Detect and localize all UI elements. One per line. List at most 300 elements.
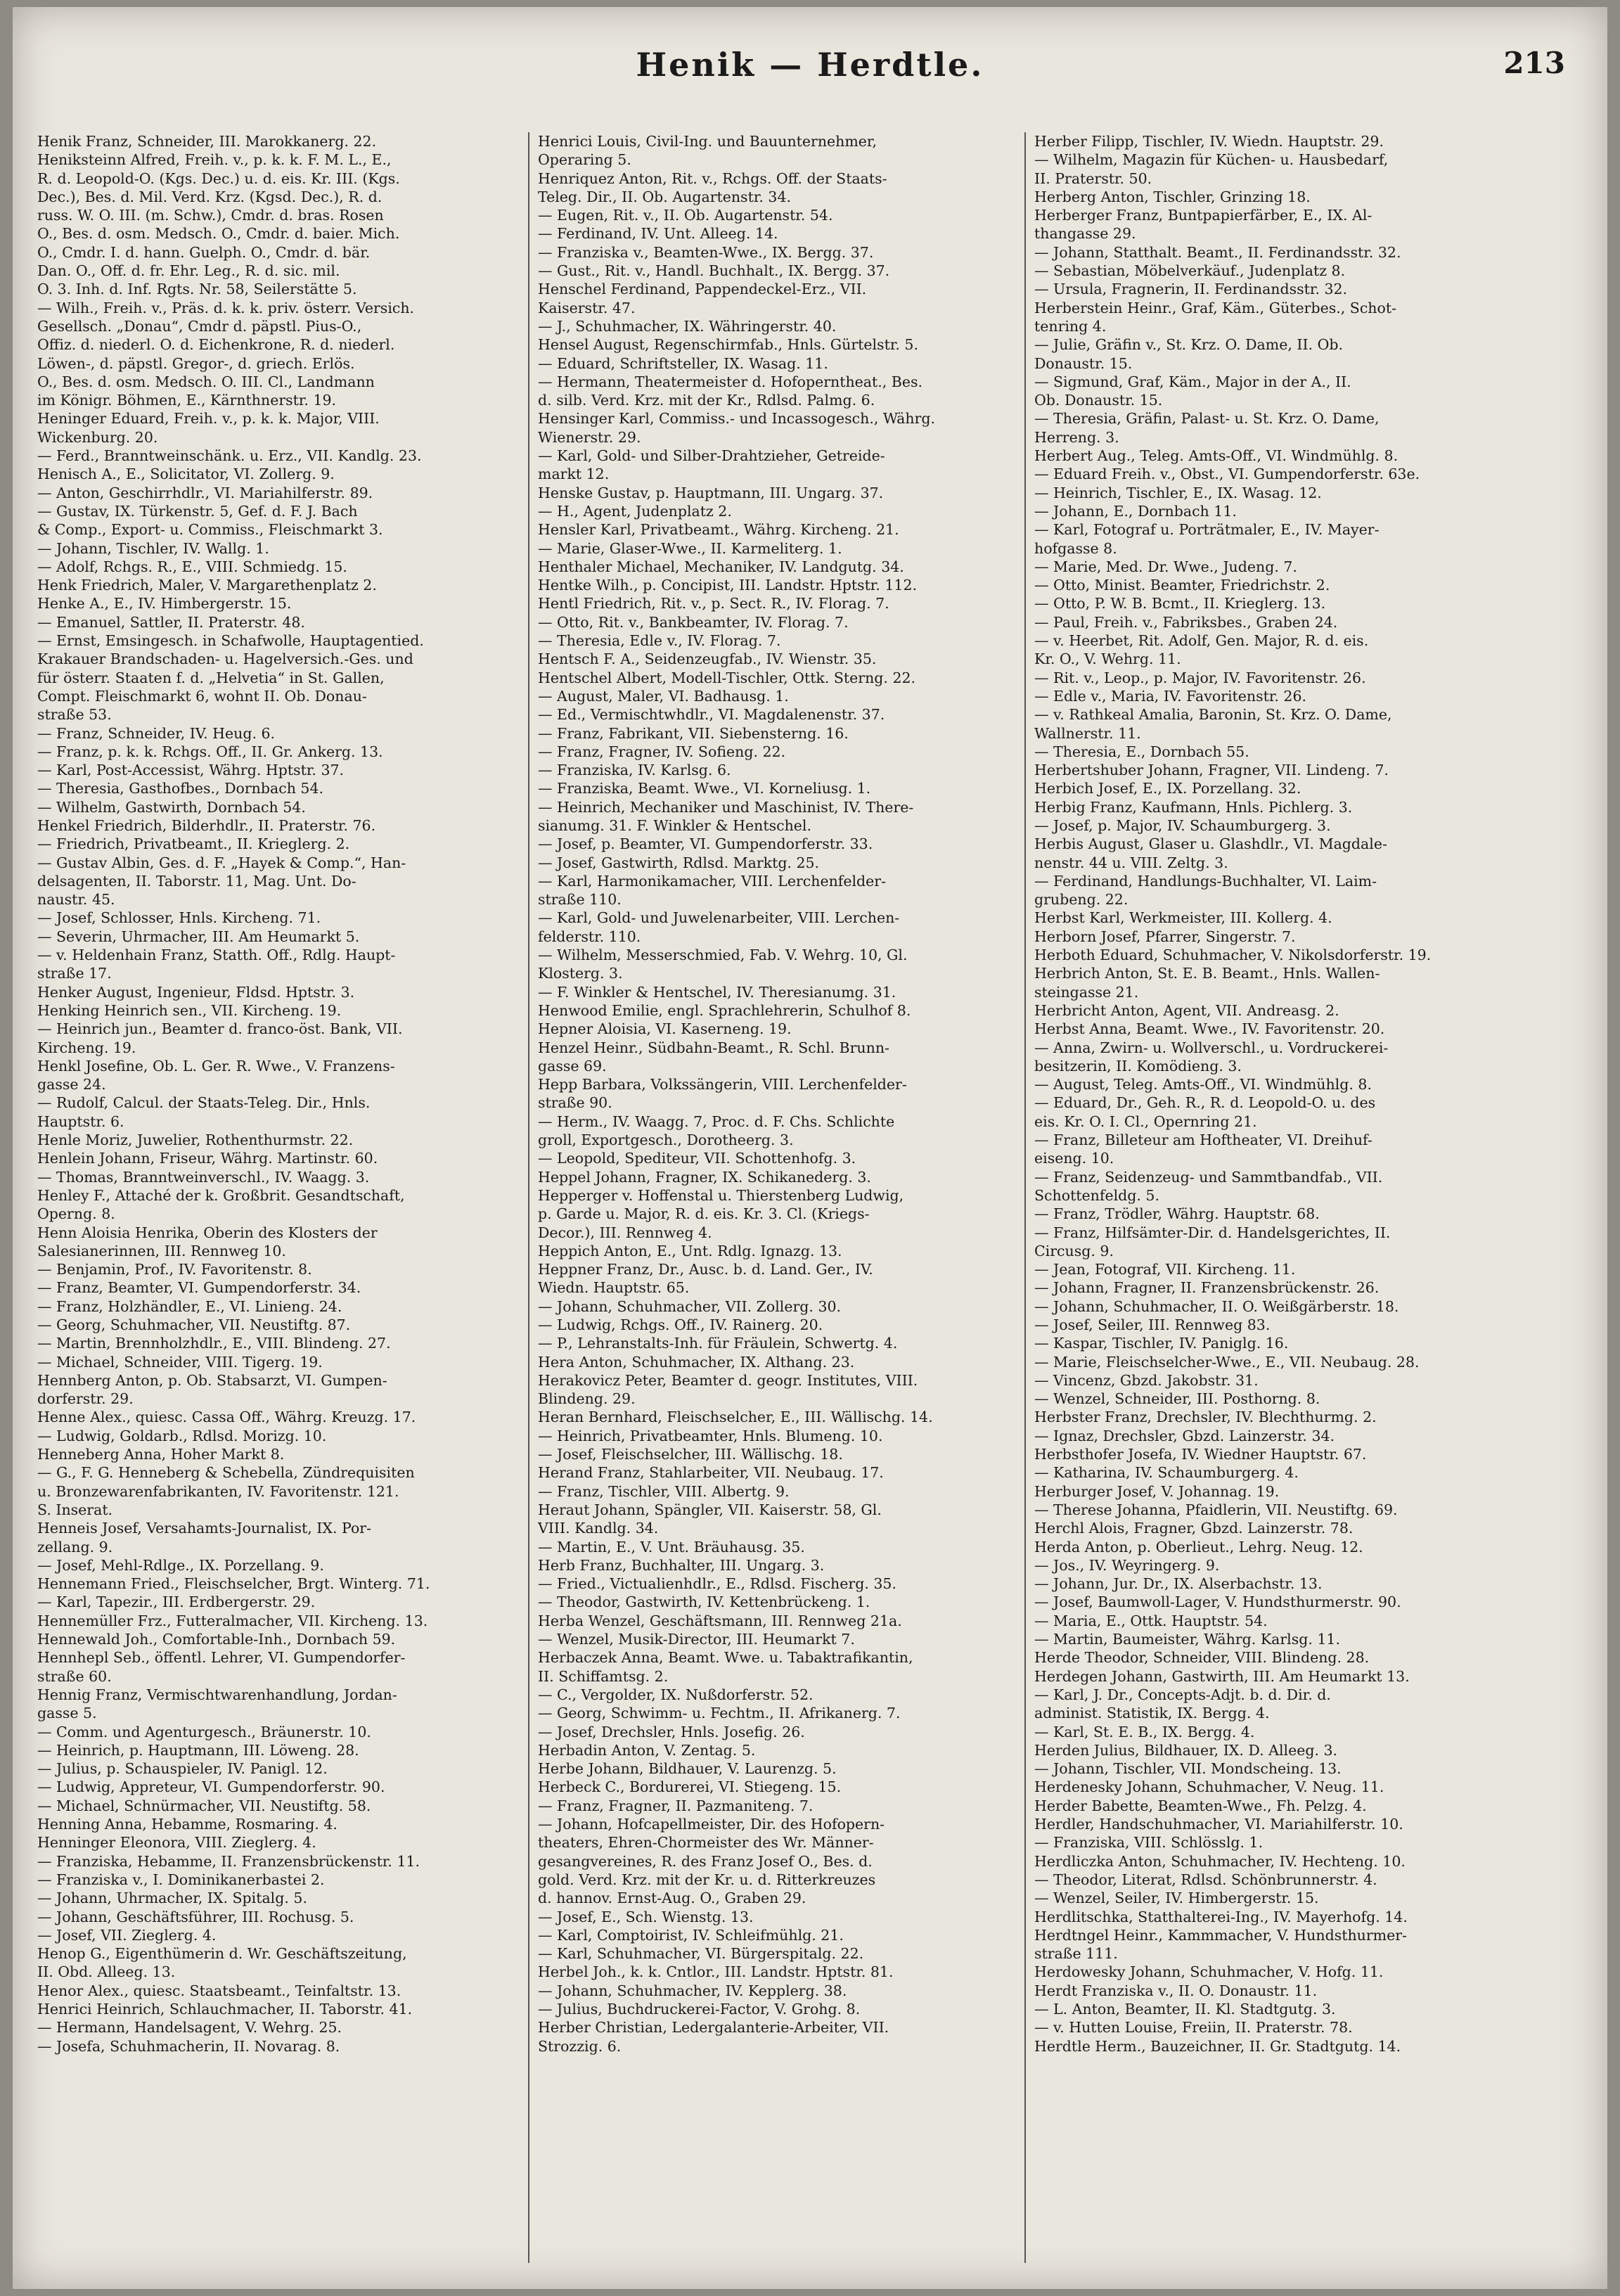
directory-entry: — Theodor, Literat, Rdlsd. Schönbrunnerstr. 4. (1034, 1871, 1377, 1888)
directory-entry: — Johann, Hofcapellmeister, Dir. des Hofopern- (538, 1816, 885, 1833)
directory-entry: — Josef, VII. Zieglerg. 4. (37, 1926, 217, 1944)
directory-entry: — Karl, Gold- und Juwelenarbeiter, VIII. Lerchen- (538, 909, 900, 927)
directory-entry: Herbert Aug., Teleg. Amts-Off., VI. Windmühlg. 8. (1034, 447, 1399, 465)
directory-entry: Kr. O., V. Wehrg. 11. (1034, 650, 1181, 668)
directory-entry: — Eduard, Schriftsteller, IX. Wasag. 11. (538, 354, 828, 372)
directory-entry: Hentsch F. A., Seidenzeugfab., IV. Wienstr. 35. (538, 650, 877, 668)
directory-entry: Operng. 8. (37, 1205, 115, 1223)
directory-entry: im Königr. Böhmen, E., Kärnthnerstr. 19. (37, 392, 337, 409)
directory-entry: Henle Moriz, Juwelier, Rothenthurmstr. 22. (37, 1131, 354, 1149)
directory-entry: Heninger Eduard, Freih. v., p. k. k. Major, VIII. (37, 410, 380, 428)
directory-entry: Henor Alex., quiesc. Staatsbeamt., Teinfaltstr. 13. (37, 1982, 401, 1999)
directory-entry: Schottenfeldg. 5. (1034, 1186, 1159, 1204)
directory-entry: — Franz, Billeteur am Hoftheater, VI. Dreihuf- (1034, 1131, 1372, 1149)
directory-entry: Herden Julius, Bildhauer, IX. D. Alleeg. 3. (1034, 1741, 1338, 1759)
directory-entry: — Franz, Holzhändler, E., VI. Linieng. 24. (37, 1297, 342, 1315)
directory-entry: — Theresia, Gasthofbes., Dornbach 54. (37, 780, 324, 797)
directory-entry: Henne Alex., quiesc. Cassa Off., Währg. Kreuzg. 17. (37, 1409, 416, 1426)
directory-entry: straße 111. (1034, 1945, 1118, 1963)
directory-entry: straße 90. (538, 1094, 612, 1112)
directory-entry: Herberstein Heinr., Graf, Käm., Güterbes., Schot- (1034, 299, 1397, 316)
directory-entry: Kircheng. 19. (37, 1039, 136, 1056)
directory-entry: — Sebastian, Möbelverkäuf., Judenplatz 8. (1034, 262, 1346, 280)
directory-entry: — Comm. und Agenturgesch., Bräunerstr. 10. (37, 1723, 371, 1740)
directory-entry: hofgasse 8. (1034, 539, 1117, 557)
directory-entry: dorferstr. 29. (37, 1390, 134, 1408)
directory-entry: Herreng. 3. (1034, 428, 1119, 446)
directory-entry: Herba Wenzel, Geschäftsmann, III. Rennweg 21a. (538, 1612, 902, 1629)
directory-entry: — Theodor, Gastwirth, IV. Kettenbrückeng. 1. (538, 1593, 870, 1611)
directory-entry: Hensinger Karl, Commiss.- und Incassogesch., Währg. (538, 410, 936, 428)
directory-entry: Donaustr. 15. (1034, 354, 1133, 372)
directory-entry: Hentschel Albert, Modell-Tischler, Ottk. Sterng. 22. (538, 669, 916, 686)
directory-entry: — Otto, Minist. Beamter, Friedrichstr. 2. (1034, 577, 1330, 594)
directory-entry: — Josef, p. Beamter, VI. Gumpendorferstr. 33. (538, 835, 873, 853)
directory-entry: — Ludwig, Goldarb., Rdlsd. Morizg. 10. (37, 1427, 327, 1444)
directory-entry: Herbster Franz, Drechsler, IV. Blechthurmg. 2. (1034, 1409, 1377, 1426)
directory-entry: Hauptstr. 6. (37, 1112, 124, 1130)
directory-entry: Herbeck C., Bordurerei, VI. Stiegeng. 15. (538, 1778, 842, 1796)
directory-entry: theaters, Ehren-Chormeister des Wr. Männer- (538, 1834, 874, 1852)
directory-entry: — Rit. v., Leop., p. Major, IV. Favoritenstr. 26. (1034, 669, 1366, 686)
directory-entry: Herbel Joh., k. k. Cntlor., III. Landstr. Hptstr. 81. (538, 1963, 894, 1981)
directory-entry: — Maria, E., Ottk. Hauptstr. 54. (1034, 1612, 1268, 1629)
directory-entry: Kaiserstr. 47. (538, 299, 636, 316)
directory-entry: Krakauer Brandschaden- u. Hagelversich.-Ges. und (37, 650, 413, 668)
running-title: Henik — Herdtle. (636, 46, 984, 84)
directory-entry: Hennemüller Frz., Futteralmacher, VII. Kircheng. 13. (37, 1612, 428, 1629)
directory-entry: — Hermann, Handelsagent, V. Wehrg. 25. (37, 2019, 342, 2037)
column-divider (1024, 132, 1026, 2263)
directory-entry: — Heinrich, Mechaniker und Maschinist, IV. There- (538, 798, 914, 816)
directory-entry: Heran Bernhard, Fleischselcher, E., III. Wällischg. 14. (538, 1409, 933, 1426)
directory-entry: Henning Anna, Hebamme, Rosmaring. 4. (37, 1816, 338, 1833)
directory-entry: Hera Anton, Schuhmacher, IX. Althang. 23. (538, 1353, 855, 1371)
directory-entry: — Ferdinand, Handlungs-Buchhalter, VI. Laim- (1034, 872, 1377, 890)
directory-entry: Herburger Josef, V. Johannag. 19. (1034, 1482, 1280, 1500)
directory-entry: besitzerin, II. Komödieng. 3. (1034, 1057, 1242, 1075)
directory-entry: Heppich Anton, E., Unt. Rdlg. Ignazg. 13. (538, 1242, 842, 1259)
directory-entry: — Johann, Schuhmacher, VII. Zollerg. 30. (538, 1297, 842, 1315)
directory-entry: Herboth Eduard, Schuhmacher, V. Nikolsdorferstr. 19. (1034, 947, 1432, 964)
directory-entry: — v. Hutten Louise, Freiin, II. Praterstr. 78. (1034, 2019, 1353, 2037)
directory-entry: straße 17. (37, 965, 112, 982)
directory-entry: Dec.), Bes. d. Mil. Verd. Krz. (Kgsd. Dec.), R. d. (37, 188, 382, 205)
directory-entry: p. Garde u. Major, R. d. eis. Kr. 3. Cl. (Kriegs- (538, 1205, 870, 1223)
directory-entry: — Katharina, IV. Schaumburgerg. 4. (1034, 1464, 1299, 1482)
directory-entry: — Martin, Brennholzhdlr., E., VIII. Blindeng. 27. (37, 1335, 391, 1352)
directory-entry: — Michael, Schneider, VIII. Tigerg. 19. (37, 1353, 323, 1371)
directory-entry: — Heinrich jun., Beamter d. franco-öst. Bank, VII. (37, 1020, 403, 1038)
directory-entry: — Martin, Baumeister, Währg. Karlsg. 11. (1034, 1631, 1340, 1648)
directory-entry: — Wenzel, Seiler, IV. Himbergerstr. 15. (1034, 1890, 1319, 1907)
directory-entry: — Michael, Schnürmacher, VII. Neustiftg. 58. (37, 1797, 371, 1814)
directory-entry: — Emanuel, Sattler, II. Praterstr. 48. (37, 613, 305, 631)
directory-entry: — Karl, Tapezir., III. Erdbergerstr. 29. (37, 1593, 316, 1611)
directory-entry: Hensler Karl, Privatbeamt., Währg. Kircheng. 21. (538, 521, 899, 539)
directory-entry: — Theresia, Edle v., IV. Florag. 7. (538, 632, 781, 650)
directory-entry: Hennhepl Seb., öffentl. Lehrer, VI. Gumpendorfer- (37, 1649, 406, 1667)
directory-entry: russ. W. O. III. (m. Schw.), Cmdr. d. bras. Rosen (37, 207, 384, 224)
directory-entry: O., Bes. d. osm. Medsch. O. III. Cl., Landmann (37, 373, 375, 390)
directory-entry: — Adolf, Rchgs. R., E., VIII. Schmiedg. 15. (37, 558, 347, 575)
directory-entry: Henske Gustav, p. Hauptmann, III. Ungarg. 37. (538, 484, 884, 501)
directory-entry: — Franziska, VIII. Schlösslg. 1. (1034, 1834, 1264, 1852)
directory-entry: Herbig Franz, Kaufmann, Hnls. Pichlerg. 3. (1034, 798, 1353, 816)
directory-entry: Henwood Emilie, engl. Sprachlehrerin, Schulhof 8. (538, 1001, 911, 1019)
directory-entry: — Josef, Drechsler, Hnls. Josefig. 26. (538, 1723, 805, 1740)
directory-entry: — G., F. G. Henneberg & Schebella, Zündrequisiten (37, 1464, 415, 1482)
directory-entry: — Johann, Schuhmacher, IV. Kepplerg. 38. (538, 1982, 847, 1999)
directory-entry: Henop G., Eigenthümerin d. Wr. Geschäftszeitung, (37, 1945, 407, 1963)
directory-entry: Henley F., Attaché der k. Großbrit. Gesandtschaft, (37, 1186, 405, 1204)
directory-entry: — Vincenz, Gbzd. Jakobstr. 31. (1034, 1371, 1259, 1389)
directory-entry: Herbe Johann, Bildhauer, V. Laurenzg. 5. (538, 1760, 837, 1778)
directory-entry: VIII. Kandlg. 34. (538, 1520, 659, 1537)
directory-entry: Herdlitschka, Statthalterei-Ing., IV. Mayerhofg. 14. (1034, 1908, 1408, 1925)
directory-entry: Herdler, Handschuhmacher, VI. Mariahilferstr. 10. (1034, 1816, 1403, 1833)
directory-entry: — Franziska v., Beamten-Wwe., IX. Bergg. 37. (538, 243, 874, 261)
directory-entry: — August, Maler, VI. Badhausg. 1. (538, 687, 789, 705)
directory-entry: — Wilh., Freih. v., Präs. d. k. k. priv. österr. Versich. (37, 299, 415, 316)
directory-entry: Henneis Josef, Versahamts-Journalist, IX. Por- (37, 1520, 372, 1537)
directory-entry: Henschel Ferdinand, Pappendeckel-Erz., VII. (538, 281, 867, 298)
directory-entry: — Benjamin, Prof., IV. Favoritenstr. 8. (37, 1261, 312, 1278)
directory-entry: Herbst Karl, Werkmeister, III. Kollerg. 4. (1034, 909, 1332, 927)
directory-entry: gesangvereines, R. des Franz Josef O., Bes. d. (538, 1852, 873, 1870)
directory-entry: — Jean, Fotograf, VII. Kircheng. 11. (1034, 1261, 1296, 1278)
directory-entry: tenring 4. (1034, 317, 1107, 335)
directory-entry: — Johann, Schuhmacher, II. O. Weißgärberstr. 18. (1034, 1297, 1399, 1315)
directory-entry: — v. Heldenhain Franz, Statth. Off., Rdlg. Haupt- (37, 947, 396, 964)
directory-page (13, 7, 1607, 2289)
directory-entry: — Franz, Tischler, VIII. Albertg. 9. (538, 1482, 790, 1500)
directory-entry: Henking Heinrich sen., VII. Kircheng. 19. (37, 1001, 342, 1019)
directory-entry: — Severin, Uhrmacher, III. Am Heumarkt 5. (37, 928, 360, 945)
directory-entry: administ. Statistik, IX. Bergg. 4. (1034, 1705, 1270, 1722)
directory-entry: — Wilhelm, Magazin für Küchen- u. Hausbedarf, (1034, 151, 1389, 169)
directory-entry: Herdtngel Heinr., Kammmacher, V. Hundsthurmer- (1034, 1926, 1407, 1944)
directory-entry: — Georg, Schwimm- u. Fechtm., II. Afrikanerg. 7. (538, 1705, 901, 1722)
directory-entry: gasse 24. (37, 1076, 106, 1094)
directory-entry: Herber Christian, Ledergalanterie-Arbeiter, VII. (538, 2019, 889, 2037)
directory-entry: — Franz, Trödler, Währg. Hauptstr. 68. (1034, 1205, 1320, 1223)
directory-entry: Hepperger v. Hoffenstal u. Thierstenberg Ludwig, (538, 1186, 904, 1204)
directory-entry: Hentl Friedrich, Rit. v., p. Sect. R., IV. Florag. 7. (538, 595, 889, 613)
directory-entry: u. Bronzewarenfabrikanten, IV. Favoritenstr. 121. (37, 1482, 399, 1500)
directory-entry: Herbadin Anton, V. Zentag. 5. (538, 1741, 756, 1759)
directory-entry: II. Praterstr. 50. (1034, 169, 1152, 187)
directory-entry: Herder Babette, Beamten-Wwe., Fh. Pelzg. 4. (1034, 1797, 1367, 1814)
directory-entry: — J., Schuhmacher, IX. Währingerstr. 40. (538, 317, 837, 335)
directory-entry: O. 3. Inh. d. Inf. Rgts. Nr. 58, Seilerstätte 5. (37, 281, 357, 298)
directory-entry: — Theresia, E., Dornbach 55. (1034, 743, 1249, 760)
directory-entry: Herchl Alois, Fragner, Gbzd. Lainzerstr. 78. (1034, 1520, 1354, 1537)
directory-entry: — Josef, Baumwoll-Lager, V. Hundsthurmerstr. 90. (1034, 1593, 1401, 1611)
directory-entry: Henkl Josefine, Ob. L. Ger. R. Wwe., V. Franzens- (37, 1057, 395, 1075)
column-divider (528, 132, 529, 2263)
directory-entry: — Jos., IV. Weyringerg. 9. (1034, 1556, 1220, 1574)
directory-entry: — Johann, Jur. Dr., IX. Alserbachstr. 13. (1034, 1575, 1323, 1593)
directory-entry: Herbsthofer Josefa, IV. Wiedner Hauptstr. 67. (1034, 1446, 1367, 1463)
directory-entry: Henker August, Ingenieur, Fldsd. Hptstr. 3. (37, 983, 355, 1001)
directory-entry: Henn Aloisia Henrika, Oberin des Klosters der (37, 1224, 378, 1241)
directory-entry: — Theresia, Gräfin, Palast- u. St. Krz. O. Dame, (1034, 410, 1380, 428)
directory-entry: — v. Rathkeal Amalia, Baronin, St. Krz. O. Dame, (1034, 706, 1392, 724)
directory-entry: — P., Lehranstalts-Inh. für Fräulein, Schwertg. 4. (538, 1335, 898, 1352)
directory-entry: — Karl, Harmonikamacher, VIII. Lerchenfelder- (538, 872, 887, 890)
directory-entry: R. d. Leopold-O. (Kgs. Dec.) u. d. eis. Kr. III. (Kgs. (37, 169, 400, 187)
directory-entry: felderstr. 110. (538, 928, 641, 945)
directory-entry: Gesellsch. „Donau“, Cmdr d. päpstl. Pius-O., (37, 317, 362, 335)
directory-entry: straße 60. (37, 1667, 112, 1685)
directory-entry: — Hermann, Theatermeister d. Hofoperntheat., Bes. (538, 373, 923, 390)
directory-entry: — Otto, Rit. v., Bankbeamter, IV. Florag. 7. (538, 613, 849, 631)
directory-entry: Herdegen Johann, Gastwirth, III. Am Heumarkt 13. (1034, 1667, 1410, 1685)
directory-entry: Circusg. 9. (1034, 1242, 1114, 1259)
directory-entry: Herdt Franziska v., II. O. Donaustr. 11. (1034, 1982, 1318, 1999)
directory-entry: Dan. O., Off. d. fr. Ehr. Leg., R. d. sic. mil. (37, 262, 340, 280)
directory-entry: — Josef, Seiler, III. Rennweg 83. (1034, 1316, 1271, 1333)
directory-entry: Compt. Fleischmarkt 6, wohnt II. Ob. Donau- (37, 687, 367, 705)
directory-entry: markt 12. (538, 466, 610, 483)
directory-entry: d. hannov. Ernst-Aug. O., Graben 29. (538, 1890, 806, 1907)
directory-entry: Henisch A., E., Solicitator, VI. Zollerg. 9. (37, 466, 335, 483)
directory-entry: — v. Heerbet, Rit. Adolf, Gen. Major, R. d. eis. (1034, 632, 1369, 650)
directory-entry: d. silb. Verd. Krz. mit der Kr., Rdlsd. Palmg. 6. (538, 392, 875, 409)
directory-entry: — Therese Johanna, Pfaidlerin, VII. Neustiftg. 69. (1034, 1501, 1398, 1518)
directory-entry: für österr. Staaten f. d. „Helvetia“ in St. Gallen, (37, 669, 385, 686)
directory-entry: — Karl, Post-Accessist, Währg. Hptstr. 37. (37, 762, 345, 779)
directory-entry: naustr. 45. (37, 891, 115, 909)
directory-entry: eis. Kr. O. I. Cl., Opernring 21. (1034, 1112, 1257, 1130)
directory-entry: Hennig Franz, Vermischtwarenhandlung, Jordan- (37, 1686, 397, 1703)
directory-entry: — Julius, Buchdruckerei-Factor, V. Grohg. 8. (538, 2000, 861, 2018)
directory-entry: delsagenten, II. Taborstr. 11, Mag. Unt. Do- (37, 872, 356, 890)
directory-entry: — Paul, Freih. v., Fabriksbes., Graben 24. (1034, 613, 1338, 631)
directory-entry: — Josef, Schlosser, Hnls. Kircheng. 71. (37, 909, 321, 927)
directory-entry: — Ignaz, Drechsler, Gbzd. Lainzerstr. 34. (1034, 1427, 1335, 1444)
directory-entry: — Ferd., Branntweinschänk. u. Erz., VII. Kandlg. 23. (37, 447, 422, 465)
directory-entry: — Johann, Tischler, IV. Wallg. 1. (37, 539, 269, 557)
directory-entry: Heniksteinn Alfred, Freih. v., p. k. k. F. M. L., E., (37, 151, 392, 169)
directory-entry: — Josefa, Schuhmacherin, II. Novarag. 8. (37, 2037, 340, 2055)
directory-entry: — Gustav Albin, Ges. d. F. „Hayek & Comp.“, Han- (37, 854, 406, 871)
directory-entry: — Karl, Schuhmacher, VI. Bürgerspitalg. 22. (538, 1945, 864, 1963)
column-3 (1034, 132, 1590, 2263)
directory-entry: Henzel Heinr., Südbahn-Beamt., R. Schl. Brunn- (538, 1039, 889, 1056)
directory-entry: Herbis August, Glaser u. Glashdlr., VI. Magdale- (1034, 835, 1387, 853)
directory-entry: — Marie, Med. Dr. Wwe., Judeng. 7. (1034, 558, 1297, 575)
directory-entry: O., Cmdr. I. d. hann. Guelph. O., Cmdr. d. bär. (37, 243, 371, 261)
directory-entry: — Johann, Tischler, VII. Mondscheing. 13. (1034, 1760, 1342, 1778)
directory-entry: — Johann, E., Dornbach 11. (1034, 502, 1237, 520)
directory-entry: — Rudolf, Calcul. der Staats-Teleg. Dir., Hnls. (37, 1094, 371, 1112)
directory-entry: — Ludwig, Appreteur, VI. Gumpendorferstr. 90. (37, 1778, 385, 1796)
directory-entry: Henik Franz, Schneider, III. Marokkanerg. 22. (37, 133, 377, 150)
directory-entry: — Franz, Fabrikant, VII. Siebensterng. 16. (538, 724, 849, 742)
directory-entry: — Wenzel, Musik-Director, III. Heumarkt 7. (538, 1631, 855, 1648)
directory-entry: Salesianerinnen, III. Rennweg 10. (37, 1242, 286, 1259)
directory-entry: Hentke Wilh., p. Concipist, III. Landstr. Hptstr. 112. (538, 577, 918, 594)
directory-entry: Herbaczek Anna, Beamt. Wwe. u. Tabaktrafikantin, (538, 1649, 913, 1667)
directory-entry: Herbrich Anton, St. E. B. Beamt., Hnls. Wallen- (1034, 965, 1380, 982)
directory-entry: Hennewald Joh., Comfortable-Inh., Dornbach 59. (37, 1631, 396, 1648)
directory-entry: Herbertshuber Johann, Fragner, VII. Lindeng. 7. (1034, 762, 1389, 779)
directory-entry: Hennberg Anton, p. Ob. Stabsarzt, VI. Gumpen- (37, 1371, 387, 1389)
directory-entry: Herdenesky Johann, Schuhmacher, V. Neug. 11. (1034, 1778, 1384, 1796)
directory-entry: — Karl, St. E. B., IX. Bergg. 4. (1034, 1723, 1255, 1740)
directory-entry: & Comp., Export- u. Commiss., Fleischmarkt 3. (37, 521, 383, 539)
directory-entry: — Herm., IV. Waagg. 7, Proc. d. F. Chs. Schlichte (538, 1112, 895, 1130)
directory-entry: Hepp Barbara, Volkssängerin, VIII. Lerchenfelder- (538, 1076, 907, 1094)
directory-entry: — Josef, E., Sch. Wienstg. 13. (538, 1908, 754, 1925)
directory-entry: Herda Anton, p. Oberlieut., Lehrg. Neug. 12. (1034, 1538, 1363, 1556)
directory-entry: S. Inserat. (37, 1501, 113, 1518)
directory-entry: — Johann, Fragner, II. Franzensbrückenstr. 26. (1034, 1279, 1380, 1297)
directory-entry: — Edle v., Maria, IV. Favoritenstr. 26. (1034, 687, 1307, 705)
directory-entry: Herberg Anton, Tischler, Grinzing 18. (1034, 188, 1311, 205)
directory-entry: — Karl, Comptoirist, IV. Schleifmühlg. 21. (538, 1926, 844, 1944)
directory-entry: Henrici Heinrich, Schlauchmacher, II. Taborstr. 41. (37, 2000, 413, 2018)
directory-entry: Herand Franz, Stahlarbeiter, VII. Neubaug. 17. (538, 1464, 884, 1482)
directory-entry: Strozzig. 6. (538, 2037, 622, 2055)
directory-entry: Herde Theodor, Schneider, VIII. Blindeng. 28. (1034, 1649, 1370, 1667)
directory-entry: — Ernst, Emsingesch. in Schafwolle, Hauptagentied. (37, 632, 424, 650)
directory-entry: Decor.), III. Rennweg 4. (538, 1224, 712, 1241)
directory-entry: Teleg. Dir., II. Ob. Augartenstr. 34. (538, 188, 792, 205)
directory-entry: — Ursula, Fragnerin, II. Ferdinandsstr. 32. (1034, 281, 1348, 298)
directory-entry: Operaring 5. (538, 151, 631, 169)
directory-entry: straße 110. (538, 891, 622, 909)
directory-entry: — Sigmund, Graf, Käm., Major in der A., II. (1034, 373, 1351, 390)
directory-entry: O., Bes. d. osm. Medsch. O., Cmdr. d. baier. Mich. (37, 225, 400, 243)
directory-entry: Heppner Franz, Dr., Ausc. b. d. Land. Ger., IV. (538, 1261, 873, 1278)
directory-entry: — Eugen, Rit. v., II. Ob. Augartenstr. 54. (538, 207, 833, 224)
directory-entry: — Karl, J. Dr., Concepts-Adjt. b. d. Dir. d. (1034, 1686, 1331, 1703)
directory-entry: — Wenzel, Schneider, III. Posthorng. 8. (1034, 1390, 1320, 1408)
directory-entry: Herber Filipp, Tischler, IV. Wiedn. Hauptstr. 29. (1034, 133, 1384, 150)
directory-entry: zellang. 9. (37, 1538, 113, 1556)
directory-entry: — Ed., Vermischtwhdlr., VI. Magdalenenstr. 37. (538, 706, 885, 724)
directory-entry: thangasse 29. (1034, 225, 1136, 243)
directory-entry: Herb Franz, Buchhalter, III. Ungarg. 3. (538, 1556, 825, 1574)
directory-entry: — Marie, Glaser-Wwe., II. Karmeliterg. 1. (538, 539, 842, 557)
directory-entry: — L. Anton, Beamter, II. Kl. Stadtgutg. 3. (1034, 2000, 1336, 2018)
directory-entry: Wickenburg. 20. (37, 428, 158, 446)
directory-entry: — H., Agent, Judenplatz 2. (538, 502, 732, 520)
directory-entry: Löwen-, d. päpstl. Gregor-, d. griech. Erlös. (37, 354, 355, 372)
directory-entry: Herberger Franz, Buntpapierfärber, E., IX. Al- (1034, 207, 1372, 224)
directory-entry: — Ferdinand, IV. Unt. Alleeg. 14. (538, 225, 778, 243)
directory-entry: Hepner Aloisia, VI. Kaserneng. 19. (538, 1020, 792, 1038)
page-number: 213 (1503, 46, 1565, 80)
directory-entry: — Franz, Schneider, IV. Heug. 6. (37, 724, 276, 742)
directory-entry: Henke A., E., IV. Himbergerstr. 15. (37, 595, 292, 613)
directory-entry: eiseng. 10. (1034, 1150, 1114, 1167)
directory-entry: — Wilhelm, Gastwirth, Dornbach 54. (37, 798, 306, 816)
directory-entry: — Heinrich, p. Hauptmann, III. Löweng. 28. (37, 1741, 359, 1759)
directory-entry: II. Schiffamtsg. 2. (538, 1667, 669, 1685)
page-header (13, 46, 1607, 116)
directory-entry: — Fried., Victualienhdlr., E., Rdlsd. Fischerg. 35. (538, 1575, 896, 1593)
directory-entry: — Franz, Beamter, VI. Gumpendorferstr. 34. (37, 1279, 361, 1297)
directory-entry: — Johann, Geschäftsführer, III. Rochusg. 5. (37, 1908, 354, 1925)
column-1 (37, 132, 515, 2263)
directory-entry: — C., Vergolder, IX. Nußdorferstr. 52. (538, 1686, 814, 1703)
directory-entry: — Franz, Hilfsämter-Dir. d. Handelsgerichtes, II. (1034, 1224, 1391, 1241)
directory-entry: Herakovicz Peter, Beamter d. geogr. Institutes, VIII. (538, 1371, 918, 1389)
directory-entry: — Franziska v., I. Dominikanerbastei 2. (37, 1871, 325, 1888)
directory-entry: — Franz, p. k. k. Rchgs. Off., II. Gr. Ankerg. 13. (37, 743, 383, 760)
directory-entry: — Eduard Freih. v., Obst., VI. Gumpendorferstr. 63e. (1034, 466, 1420, 483)
directory-entry: — Julie, Gräfin v., St. Krz. O. Dame, II. Ob. (1034, 336, 1344, 354)
directory-entry: Wienerstr. 29. (538, 428, 641, 446)
directory-entry: straße 53. (37, 706, 112, 724)
directory-entry: — Kaspar, Tischler, IV. Paniglg. 16. (1034, 1335, 1289, 1352)
directory-entry: — Marie, Fleischselcher-Wwe., E., VII. Neubaug. 28. (1034, 1353, 1420, 1371)
directory-entry: — Josef, Gastwirth, Rdlsd. Marktg. 25. (538, 854, 820, 871)
directory-entry: — Thomas, Branntweinverschl., IV. Waagg. 3. (37, 1168, 370, 1186)
directory-entry: — Wilhelm, Messerschmied, Fab. V. Wehrg. 10, Gl. (538, 947, 908, 964)
directory-entry: — Franz, Fragner, IV. Sofieng. 22. (538, 743, 786, 760)
directory-entry: Wiedn. Hauptstr. 65. (538, 1279, 690, 1297)
directory-entry: Herdliczka Anton, Schuhmacher, IV. Hechteng. 10. (1034, 1852, 1406, 1870)
directory-entry: II. Obd. Alleeg. 13. (37, 1963, 176, 1981)
directory-entry: Klosterg. 3. (538, 965, 623, 982)
directory-entry: — Ludwig, Rchgs. Off., IV. Rainerg. 20. (538, 1316, 823, 1333)
directory-entry: — Martin, E., V. Unt. Bräuhausg. 35. (538, 1538, 805, 1556)
directory-entry: — Karl, Gold- und Silber-Drahtzieher, Getreide- (538, 447, 885, 465)
directory-entry: Henthaler Michael, Mechaniker, IV. Landgutg. 34. (538, 558, 904, 575)
directory-entry: Wallnerstr. 11. (1034, 724, 1141, 742)
directory-entry: — F. Winkler & Hentschel, IV. Theresianumg. 31. (538, 983, 896, 1001)
directory-entry: — Anton, Geschirrhdlr., VI. Mariahilferstr. 89. (37, 484, 373, 501)
directory-columns (37, 132, 1595, 2263)
directory-entry: nenstr. 44 u. VIII. Zeltg. 3. (1034, 854, 1228, 871)
directory-entry: — Josef, Fleischselcher, III. Wällischg. 18. (538, 1446, 843, 1463)
directory-entry: — Franziska, IV. Karlsg. 6. (538, 762, 731, 779)
directory-entry: gasse 5. (37, 1705, 97, 1722)
directory-entry: Herbricht Anton, Agent, VII. Andreasg. 2. (1034, 1001, 1339, 1019)
directory-entry: gold. Verd. Krz. mit der Kr. u. d. Ritterkreuzes (538, 1871, 876, 1888)
directory-entry: steingasse 21. (1034, 983, 1139, 1001)
directory-entry: — Josef, p. Major, IV. Schaumburgerg. 3. (1034, 816, 1331, 834)
directory-entry: — Eduard, Dr., Geh. R., R. d. Leopold-O. u. des (1034, 1094, 1376, 1112)
directory-entry: Blindeng. 29. (538, 1390, 636, 1408)
directory-entry: Herbst Anna, Beamt. Wwe., IV. Favoritenstr. 20. (1034, 1020, 1385, 1038)
directory-entry: — Franz, Fragner, II. Pazmaniteng. 7. (538, 1797, 814, 1814)
directory-entry: Heppel Johann, Fragner, IX. Schikanederg. 3. (538, 1168, 871, 1186)
directory-entry: Henrici Louis, Civil-Ing. und Bauunternehmer, (538, 133, 877, 150)
directory-entry: Hensel August, Regenschirmfab., Hnls. Gürtelstr. 5. (538, 336, 918, 354)
directory-entry: gasse 69. (538, 1057, 607, 1075)
directory-entry: Herdtle Herm., Bauzeichner, II. Gr. Stadtgutg. 14. (1034, 2037, 1401, 2055)
directory-entry: — Anna, Zwirn- u. Wollverschl., u. Vordruckerei- (1034, 1039, 1389, 1056)
directory-entry: — Franz, Seidenzeug- und Sammtbandfab., VII. (1034, 1168, 1383, 1186)
directory-entry: — Johann, Statthalt. Beamt., II. Ferdinandsstr. 32. (1034, 243, 1401, 261)
directory-entry: Herbich Josef, E., IX. Porzellang. 32. (1034, 780, 1301, 797)
directory-entry: — Franziska, Beamt. Wwe., VI. Korneliusg. 1. (538, 780, 871, 797)
directory-entry: Henlein Johann, Friseur, Währg. Martinstr. 60. (37, 1150, 378, 1167)
directory-entry: Henriquez Anton, Rit. v., Rchgs. Off. der Staats- (538, 169, 887, 187)
directory-entry: Henneberg Anna, Hoher Markt 8. (37, 1446, 285, 1463)
directory-entry: Henninger Eleonora, VIII. Zieglerg. 4. (37, 1834, 316, 1852)
column-2 (538, 132, 1016, 2263)
directory-entry: Henk Friedrich, Maler, V. Margarethenplatz 2. (37, 577, 377, 594)
directory-entry: — Friedrich, Privatbeamt., II. Krieglerg. 2. (37, 835, 350, 853)
directory-entry: — Julius, p. Schauspieler, IV. Panigl. 12. (37, 1760, 328, 1778)
